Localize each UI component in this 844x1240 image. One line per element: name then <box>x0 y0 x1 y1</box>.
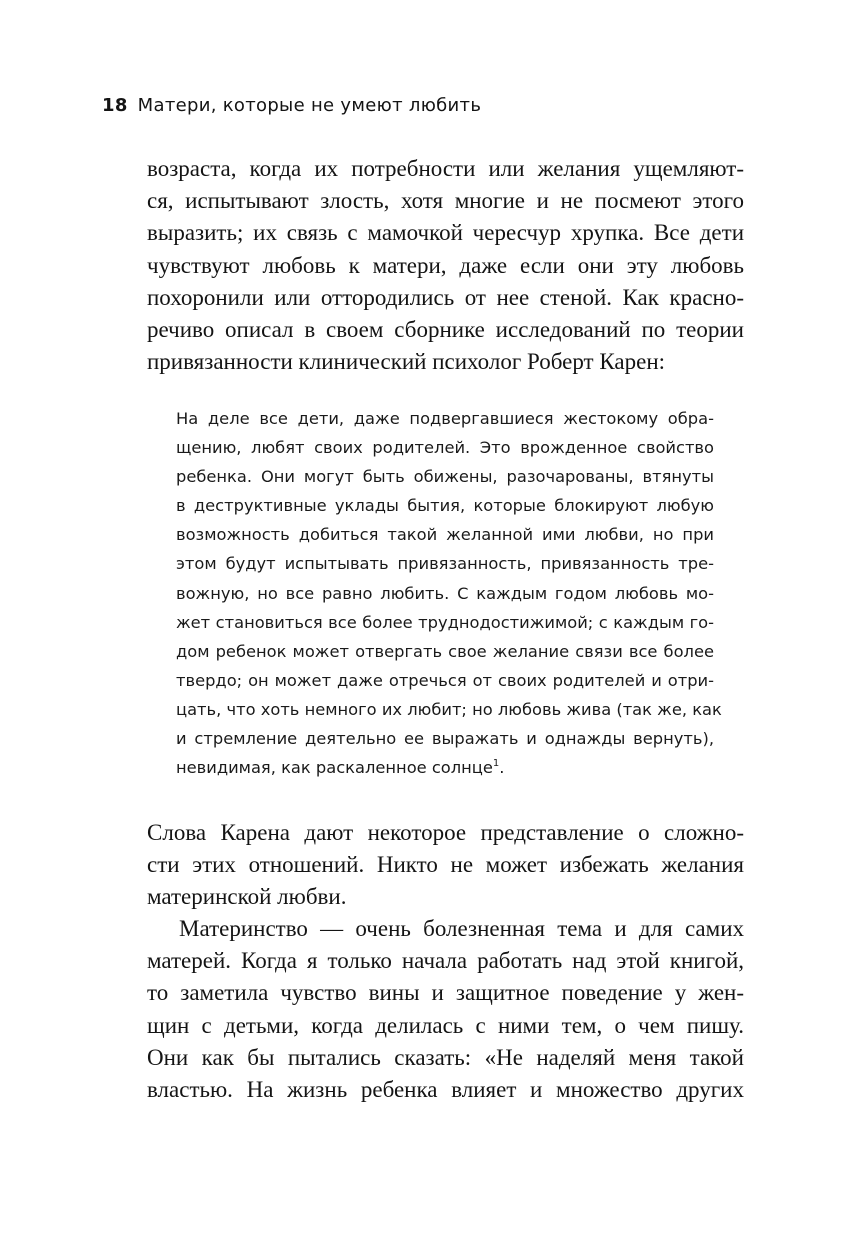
text-line: речиво описал в своем сборнике исследований по теории <box>147 317 744 343</box>
text-line: щин с детьми, когда делилась с ними тем, о чем пишу. <box>147 1012 744 1038</box>
body-paragraph-2 <box>147 817 744 914</box>
quote-line: На деле все дети, даже подвергавшиеся жестокому обра- <box>176 409 714 428</box>
quote-line-end: . <box>499 758 505 778</box>
text-line: Они как бы пытались сказать: «Не наделяй меня такой <box>147 1044 744 1070</box>
footnote-marker: 1 <box>492 758 500 770</box>
quote-line: жет становиться все более труднодостижимой; с каждым го- <box>176 612 714 632</box>
text-line: сти этих отношений. Никто не может избежать желания <box>147 852 744 878</box>
quote-line: цать, что хоть немного их любит; но любовь жива (так же, как <box>176 699 722 719</box>
text-line: Материнство — очень болезненная тема и для самих <box>179 916 744 941</box>
text-line: ся, испытывают злость, хотя многие и не посмеют этого <box>147 188 744 214</box>
text-line: материнской любви. <box>147 884 347 910</box>
text-line: привязанности клинический психолог Роберт Карен: <box>147 349 666 375</box>
quote-line: твердо; он может даже отречься от своих родителей и отри- <box>176 670 714 690</box>
text-line: выразить; их связь с мамочкой чересчур хрупка. Все дети <box>147 220 744 246</box>
body-paragraph-3 <box>147 913 744 1106</box>
quote-line: в деструктивные уклады бытия, которые блокируют любую <box>176 496 714 516</box>
quote-line: и стремление деятельно ее выражать и однажды вернуть), <box>176 729 714 749</box>
text-line: чувствуют любовь к матери, даже если они эту любовь <box>147 252 744 278</box>
text-line: возраста, когда их потребности или желания ущемляют- <box>147 156 744 181</box>
quote-line: вожную, но все равно любить. С каждым годом любовь мо- <box>176 583 714 603</box>
text-line: похоронили или оттородились от нее стеной. Как красно- <box>147 284 744 310</box>
text-line: Слова Карена дают некоторое представление о сложно- <box>147 820 744 845</box>
quote-line: этом будут испытывать привязанность, привязанность тре- <box>176 554 714 574</box>
block-quote <box>176 404 722 782</box>
body-paragraph-1 <box>147 153 744 378</box>
text-line: матерей. Когда я только начала работать над этой книгой, <box>147 948 744 974</box>
quote-line: щению, любят своих родителей. Это врожденное свойство <box>176 438 714 458</box>
text-line: властью. На жизнь ребенка влияет и множество других <box>147 1077 744 1103</box>
quote-last-line <box>176 753 714 782</box>
quote-line: дом ребенок может отвергать свое желание связи все более <box>176 641 714 661</box>
running-title: Матери, которые не умеют любить <box>137 95 482 116</box>
running-head <box>102 95 481 116</box>
page-number: 18 <box>102 95 128 116</box>
quote-line: возможность добиться такой желанной ими любви, но при <box>176 525 714 545</box>
quote-line: ребенка. Они могут быть обижены, разочарованы, втянуты <box>176 467 714 487</box>
quote-line-text: невидимая, как раскаленное солнце <box>176 758 493 778</box>
text-line: то заметила чувство вины и защитное поведение у жен- <box>147 980 744 1006</box>
